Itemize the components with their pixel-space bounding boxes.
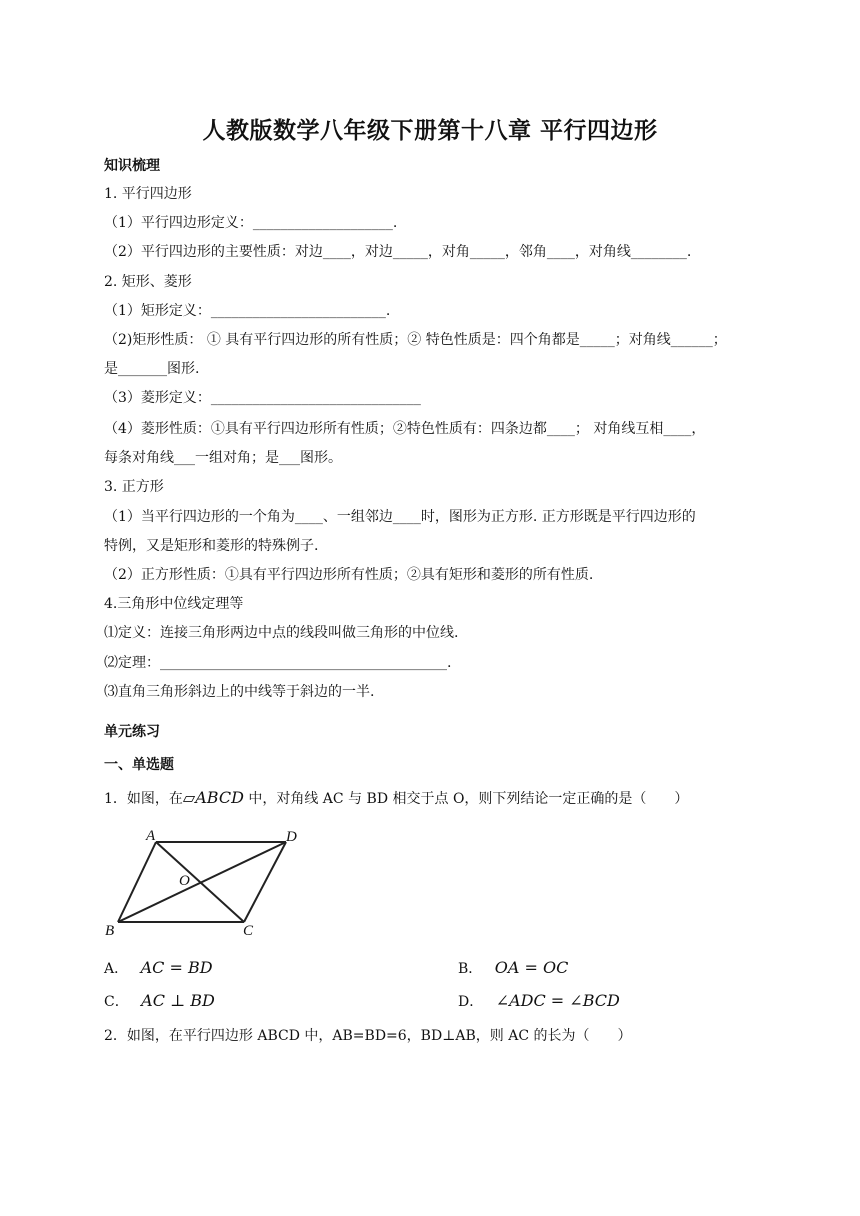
knowledge-line: 每条对角线___一组对角；是___图形。 [104,450,342,466]
knowledge-line: 特例，又是矩形和菱形的特殊例子. [104,538,319,554]
option-c [104,991,215,1012]
knowledge-line: 是_______图形. [104,361,200,377]
option-a-expr: AC = BD [140,958,213,977]
knowledge-line: 4.三角形中位线定理等 [104,596,244,612]
question-1-prefix: 1．如图，在 [104,791,183,807]
diagonal-bd [118,842,286,922]
edge-ab [118,842,156,922]
vertex-label-a: A [146,828,156,844]
knowledge-line: （1）当平行四边形的一个角为____、一组邻边____时，图形为正方形. 正方形既是平行四边形的 [104,509,696,525]
option-c-label: C． [104,994,129,1010]
parallelogram-figure [100,822,300,940]
center-label-o: O [179,873,190,889]
vertex-label-c: C [243,923,254,939]
knowledge-line: 3. 正方形 [104,479,164,495]
option-b-label: B． [458,961,483,977]
knowledge-line: （1）平行四边形定义：____________________. [104,215,398,231]
knowledge-heading: 知识梳理 [104,158,160,174]
option-d-expr: ∠ADC = ∠BCD [495,991,620,1010]
knowledge-line: ⑴定义：连接三角形两边中点的线段叫做三角形的中位线. [104,625,459,641]
option-d-label: D． [458,994,484,1010]
knowledge-line: （2)矩形性质： ① 具有平行四边形的所有性质；② 特色性质是：四个角都是_____；对角线______； [104,332,727,348]
page-title: 人教版数学八年级下册第十八章 平行四边形 [202,117,658,144]
knowledge-line: ⑵定理：_________________________________________. [104,655,452,671]
vertex-label-d: D [286,829,297,845]
question-2: 2．如图，在平行四边形 ABCD 中，AB=BD=6，BD⊥AB，则 AC 的长为（ ） [104,1028,632,1044]
option-a [104,958,213,979]
section-heading: 一、单选题 [104,757,174,773]
knowledge-line: （2）平行四边形的主要性质：对边____，对边_____，对角_____，邻角____，对角线________. [104,244,692,260]
knowledge-line: 2. 矩形、菱形 [104,274,192,290]
option-c-expr: AC ⊥ BD [141,991,215,1010]
parallelogram-symbol: ▱ABCD [182,788,244,807]
vertex-label-b: B [105,923,115,939]
option-d [458,991,620,1012]
knowledge-line: （3）菱形定义：______________________________ [104,390,421,406]
knowledge-line: 1. 平行四边形 [104,186,192,202]
edge-dc [244,842,286,922]
unit-heading: 单元练习 [104,724,160,740]
knowledge-line: （1）矩形定义：_________________________. [104,303,391,319]
knowledge-line: ⑶直角三角形斜边上的中线等于斜边的一半. [104,684,375,700]
question-1 [104,788,688,809]
knowledge-line: （4）菱形性质：①具有平行四边形所有性质；②特色性质有：四条边都____； 对角线互相____， [104,421,706,437]
option-a-label: A． [104,961,129,977]
option-b [458,958,568,979]
question-1-suffix: 中，对角线 AC 与 BD 相交于点 O，则下列结论一定正确的是（ ） [243,791,689,807]
knowledge-line: （2）正方形性质：①具有平行四边形所有性质；②具有矩形和菱形的所有性质. [104,567,594,583]
option-b-expr: OA = OC [494,958,569,977]
